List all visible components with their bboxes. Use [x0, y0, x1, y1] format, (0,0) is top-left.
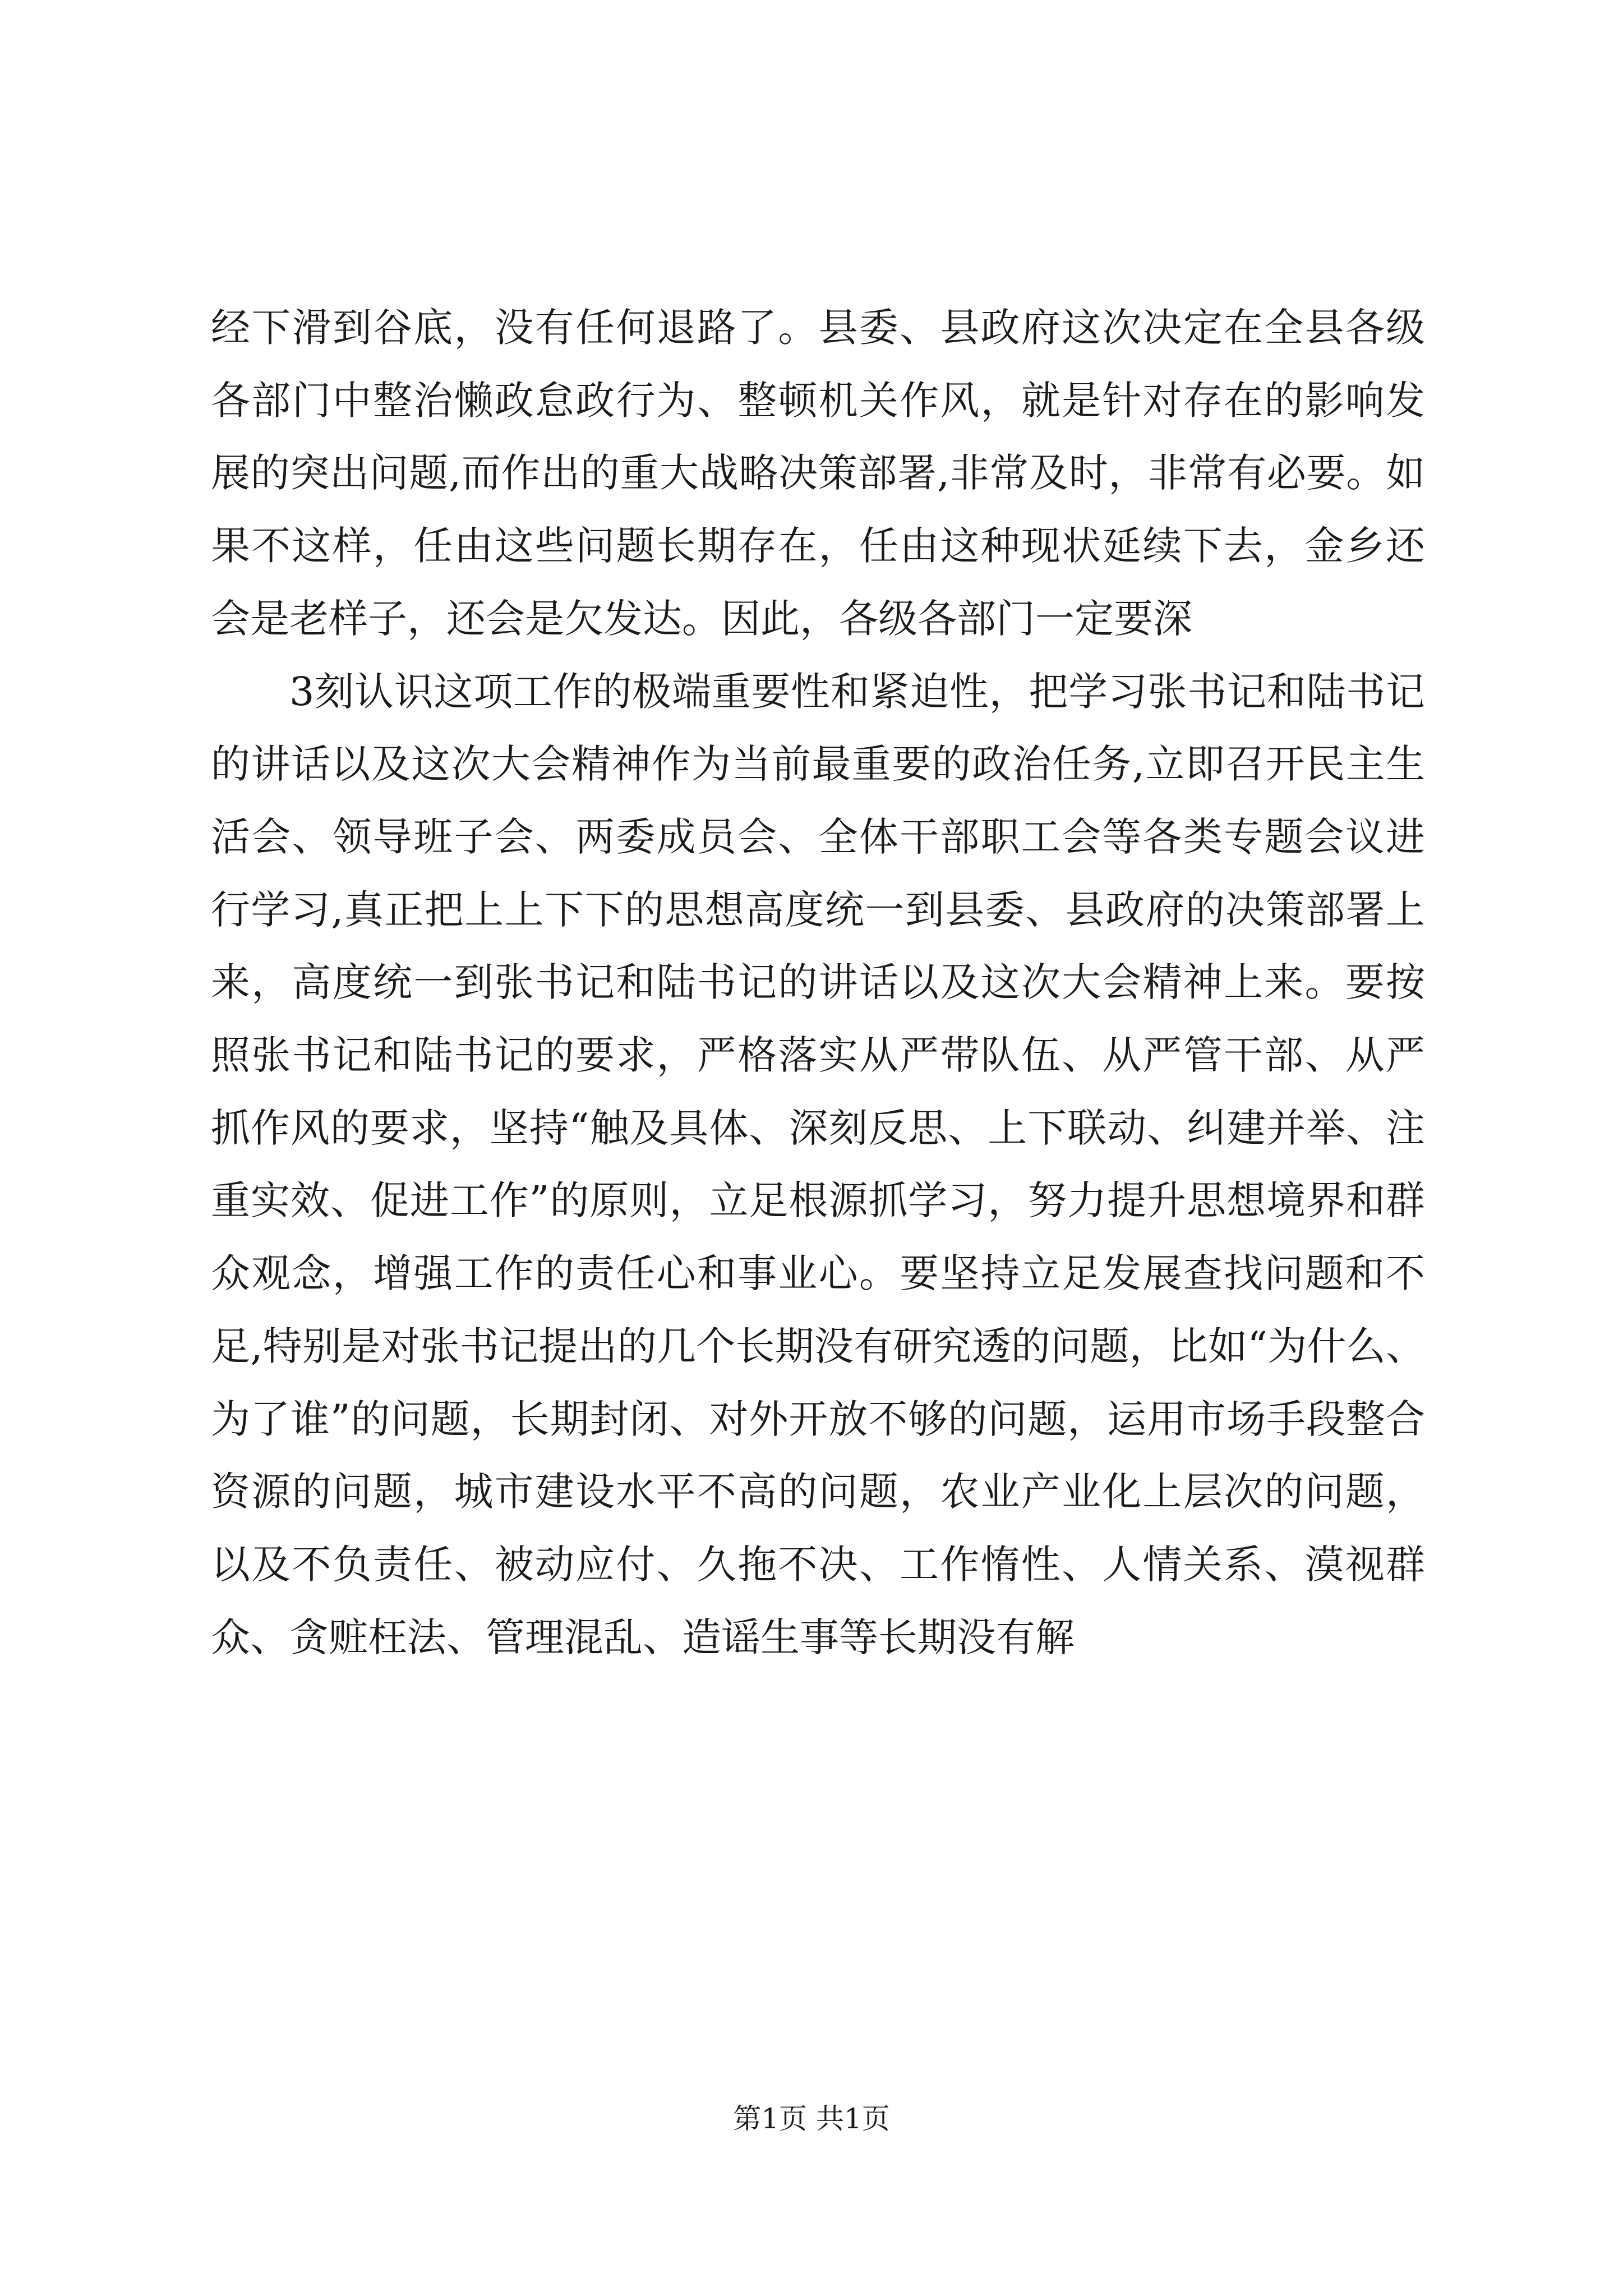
paragraph-1: 经下滑到谷底，没有任何退路了。县委、县政府这次决定在全县各级各部门中整治懒政怠政行为、整顿机关作风，就是针对存在的影响发展的突出问题,而作出的重大战略决策部署,非常及时，非常有必要。如果不这样，任由这些问题长期存在，任由这种现状延续下去，金乡还会是老样子，还会是欠发达。因此，各级各部门一定要深	[211, 305, 1425, 642]
document-body	[211, 292, 1425, 1674]
paragraph-2: 3刻认识这项工作的极端重要性和紧迫性，把学习张书记和陆书记的讲话以及这次大会精神作为当前最重要的政治任务,立即召开民主生活会、领导班子会、两委成员会、全体干部职工会等各类专题会议进行学习,真正把上上下下的思想高度统一到县委、县政府的决策部署上来，高度统一到张书记和陆书记的讲话以及这次大会精神上来。要按照张书记和陆书记的要求，严格落实从严带队伍、从严管干部、从严抓作风的要求，坚持“触及具体、深刻反思、上下联动、纠建并举、注重实效、促进工作”的原则，立足根源抓学习，努力提升思想境界和群众观念，增强工作的责任心和事业心。要坚持立足发展查找问题和不足,特别是对张书记提出的几个长期没有研究透的问题，比如“为什么、为了谁”的问题，长期封闭、对外开放不够的问题，运用市场手段整合资源的问题，城市建设水平不高的问题，农业产业化上层次的问题，以及不负责任、被动应付、久拖不决、工作惰性、人情关系、漠视群众、贪赃枉法、管理混乱、造谣生事等长期没有解	[211, 668, 1425, 1660]
page-number-footer: 第1页 共1页	[733, 2102, 890, 2135]
